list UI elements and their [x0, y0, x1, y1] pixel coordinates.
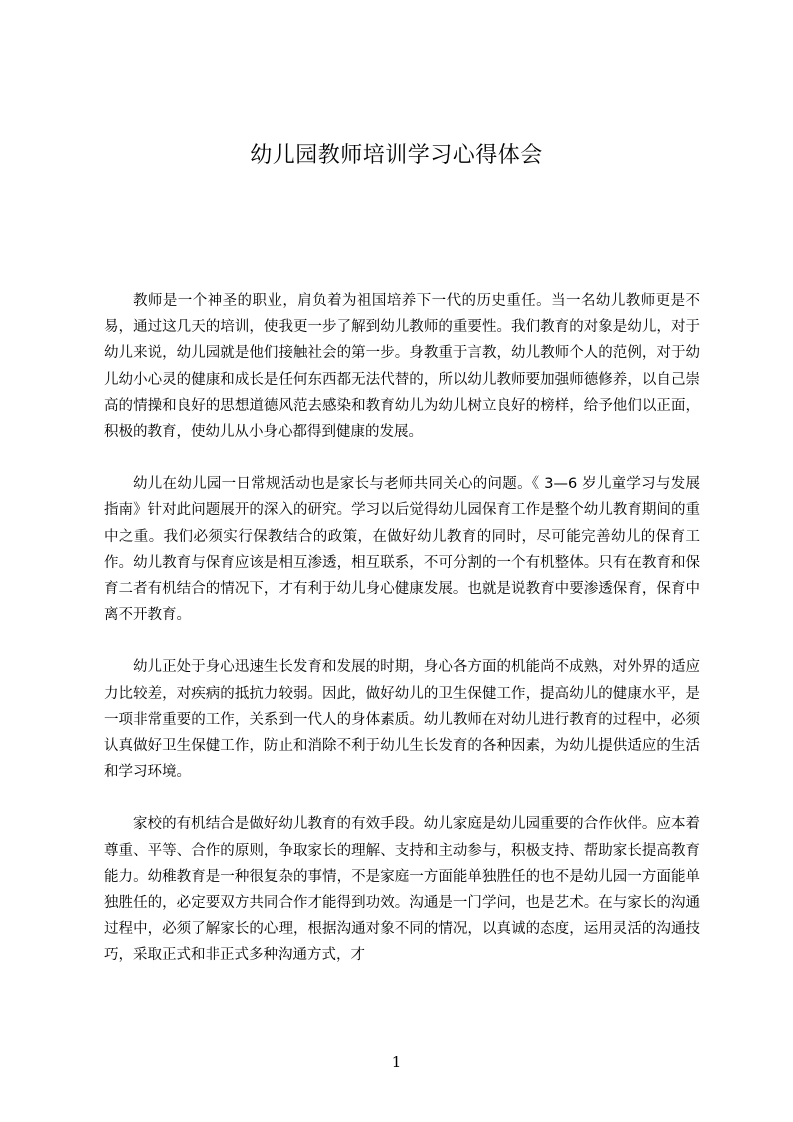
document-title: 幼儿园教师培训学习心得体会	[250, 143, 543, 168]
document-body	[104, 288, 700, 995]
paragraph-4: 家校的有机结合是做好幼儿教育的有效手段。幼儿家庭是幼儿园重要的合作伙伴。应本着尊重、平等、合作的原则，争取家长的理解、支持和主动参与，积极支持、帮助家长提高教育能力。幼稚教育是一种很复杂的事情，不是家庭一方面能单独胜任的也不是幼儿园一方面能单独胜任的，必定要双方共同合作才能得到功效。沟通是一门学问，也是艺术。在与家长的沟通过程中，必须了解家长的心理，根据沟通对象不同的情况，以真诚的态度，运用灵活的沟通技巧，采取正式和非正式多种沟通方式，才	[104, 816, 700, 964]
paragraph-1: 教师是一个神圣的职业，肩负着为祖国培养下一代的历史重任。当一名幼儿教师更是不易，通过这几天的培训，使我更一步了解到幼儿教师的重要性。我们教育的对象是幼儿，对于幼儿来说，幼儿园就是他们接触社会的第一步。身教重于言教，幼儿教师个人的范例，对于幼儿幼小心灵的健康和成长是任何东西都无法代替的，所以幼儿教师要加强师德修养，以自己崇高的情操和良好的思想道德风范去感染和教育幼儿为幼儿树立良好的榜样，给予他们以正面，积极的教育，使幼儿从小身心都得到健康的发展。	[104, 293, 700, 441]
paragraph-3: 幼儿正处于身心迅速生长发育和发展的时期，身心各方面的机能尚不成熟，对外界的适应力比较差，对疾病的抵抗力较弱。因此，做好幼儿的卫生保健工作，提高幼儿的健康水平，是一项非常重要的工作，关系到一代人的身体素质。幼儿教师在对幼儿进行教育的过程中，必须认真做好卫生保健工作，防止和消除不利于幼儿生长发育的各种因素，为幼儿提供适应的生活和学习环境。	[104, 659, 700, 781]
page-number: 1	[391, 1053, 402, 1071]
paragraph-2: 幼儿在幼儿园一日常规活动也是家长与老师共同关心的问题。《 3—6 岁儿童学习与发展指南》针对此问题展开的深入的研究。学习以后觉得幼儿园保育工作是整个幼儿教育期间的重中之重。我们必须实行保教结合的政策，在做好幼儿教育的同时，尽可能完善幼儿的保育工作。幼儿教育与保育应该是相互渗透，相互联系，不可分割的一个有机整体。只有在教育和保育二者有机结合的情况下，才有利于幼儿身心健康发展。也就是说教育中要渗透保育，保育中离不开教育。	[104, 476, 700, 624]
